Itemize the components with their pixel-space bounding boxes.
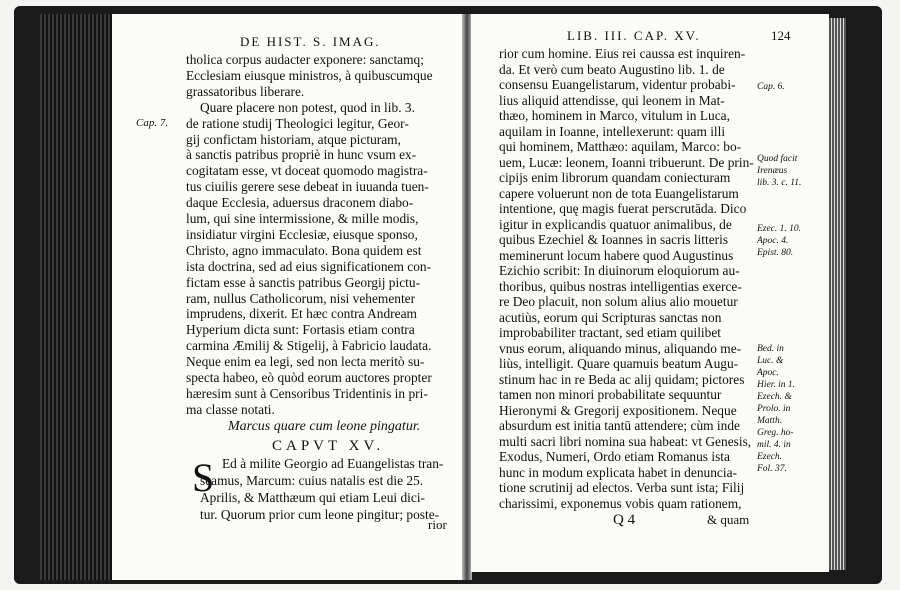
text-line: uem, Lucæ: leonem, Ioanni tribuerunt. De prin- (499, 154, 754, 170)
text-line: tus ciuilis gerere sese debeat in iuuanda tuen- (186, 179, 429, 195)
margin-note-line: Irenæus (757, 166, 788, 176)
text-line: lius aliquid attendisse, qui leonem in Mat- (499, 92, 725, 108)
page-edges-right (828, 18, 846, 570)
text-line: fictam esse à sanctis patribus Georgij pictu- (186, 274, 421, 290)
text-line: carmina Æmilij & Stigelij, à Fabricio laudata. (186, 338, 432, 354)
text-line: Quare placere non potest, quod in lib. 3. (200, 99, 415, 115)
margin-note-line: Greg. ho- (757, 428, 794, 438)
text-line: absurdum est initia tantū attendere; cùm inde (499, 418, 740, 433)
text-line: imprudens, dixerit. Et hæc contra Andream (186, 306, 417, 322)
text-line: daque Ecclesia, aduersus draconem diabo- (186, 195, 414, 211)
margin-note-line: Ezech. (757, 452, 783, 462)
margin-note-line: Apoc. 4. (757, 236, 789, 246)
text-line: tholica corpus audacter exponere: sanctamq; (186, 52, 424, 67)
text-line: improbabiliter tractant, sed etiam quilibet (499, 325, 721, 340)
margin-note: Cap. 7. (136, 117, 169, 129)
text-line: re Deo placuit, non solum alius alio mouetur (499, 294, 738, 309)
text-line: cogitatam esse, vt doceat quomodo magistra- (186, 163, 428, 179)
text-line: intentione, quę magis fuerat perscrutāda. Dico (499, 201, 747, 216)
text-line: multi sacri libri nomina sua habeat: vt Genesis, (499, 433, 752, 449)
margin-note-line: Matth. (757, 416, 783, 426)
text-line: stinum hac in re Beda ac alij quidam; pictores (499, 371, 745, 387)
text-line: specta habeo, eò quòd eorum auctores propter (186, 370, 432, 385)
text-line: igitur in explicandis quatuor animalibus, de (499, 216, 732, 232)
catchword: rior (428, 517, 447, 532)
left-page (112, 14, 466, 580)
page-edges-left (40, 14, 112, 580)
margin-note-line: lib. 3. c. 11. (757, 178, 802, 188)
section-title: Marcus quare cum leone pingatur. (228, 419, 421, 434)
margin-note-line: Prolo. in (757, 404, 791, 414)
text-line: hæresim sunt à Censoribus Tridentinis in pri- (186, 385, 428, 401)
text-line: hunc in modum explicata habet in denuncia- (499, 464, 737, 480)
text-line: Ezichio scribit: In diuinorum eloquiorum au- (499, 263, 740, 278)
text-line: quibus Ezechiel & Ioannes in sacris litteris (499, 232, 729, 247)
text-line: liùs, intelligit. Quare quamuis beatum Augu- (499, 356, 739, 371)
text-line: à sanctis patribus propriè in hunc vsum ex- (186, 147, 417, 163)
text-line: Christo, agno immaculato. Bona quidem est (186, 242, 422, 258)
running-head: DE HIST. S. IMAG. (240, 34, 381, 49)
text-line: Hyperium dicta sunt: Fortasis etiam contra (186, 322, 415, 338)
text-line: thoribus, quibus nostras intelligentias exerce- (499, 278, 742, 294)
text-line: acutiùs, eorum qui Scripturas sanctas non (499, 309, 722, 325)
text-line: tur. Quorum prior cum leone pingitur; poste- (200, 507, 440, 522)
text-line: qui hominem, Matthæo: aquilam, Marco: bo- (499, 139, 742, 154)
text-line: Aprilis, & Matthæum qui etiam Leui dici- (200, 490, 426, 505)
margin-note-line: Ezec. 1. 10. (757, 224, 802, 234)
running-head: LIB. III. CAP. XV. (567, 28, 701, 43)
margin-note-line: mil. 4. in (757, 440, 791, 450)
text-line: insidiatur virgini Ecclesiæ, eiusque sponso, (186, 226, 418, 242)
text-line: Ed à milite Georgio ad Euangelistas tran- (222, 456, 444, 471)
text-line: da. Et verò cum beato Augustino lib. 1. de (499, 61, 725, 77)
text-line: de ratione studij Theologici legitur, Geor- (186, 115, 409, 131)
drop-cap: S (192, 455, 215, 500)
text-line: rior cum homine. Eius rei caussa est inquiren- (499, 46, 746, 61)
text-line: ram, nullus Catholicorum, nisi vehementer (186, 290, 416, 306)
text-line: tione scrutinij ad electos. Verba sunt ista; Filij (499, 480, 745, 495)
text-line: tamen non minori probabilitate sequuntur (499, 387, 722, 402)
margin-note-line: Apoc. (757, 368, 779, 378)
margin-note-line: Hier. in 1. (757, 380, 795, 390)
text-line: gij confictam historiam, atque picturam, (186, 131, 401, 147)
text-line: Neque enim ea legi, sed non lecta meritò su- (186, 354, 425, 370)
margin-note-line: Fol. 37. (757, 464, 787, 474)
text-line: Exodus, Numeri, Ordo etiam Romanus ista (499, 449, 730, 464)
text-line: cipijs enim librorum quandam coniecturam (499, 170, 731, 185)
margin-note-line: Epist. 80. (757, 248, 794, 258)
text-line: thæo, hominem in Marco, vitulum in Luca, (499, 108, 730, 123)
text-line: vnus eorum, aliquando minus, aliquando me- (499, 340, 742, 356)
chapter-heading: CAPVT XV. (272, 438, 385, 454)
margin-note-line: Cap. 6. (757, 82, 785, 92)
text-line: ista doctrina, sed ad eius significationem con- (186, 258, 432, 274)
text-line: capere voluerunt non de tota Euangelistarum (499, 185, 739, 201)
text-line: grassatoribus liberare. (186, 83, 305, 99)
text-line: meminerunt locum habere quod Augustinus (499, 247, 734, 263)
text-line: ma classe notati. (186, 401, 275, 417)
text-line: aquilam in Ioanne, intellexerunt: quam illi (499, 123, 726, 139)
text-line: seamus, Marcum: cuius natalis est die 25. (200, 473, 424, 488)
margin-note-line: Ezech. & (757, 392, 792, 402)
text-line: Hieronymi & Gregorij expositionem. Neque (499, 402, 737, 418)
signature-mark: Q 4 (613, 512, 636, 528)
margin-note-line: Quod facit (757, 154, 798, 164)
text-line: consensu Euangelistarum, videntur probabi- (499, 77, 736, 92)
text-line: lum, qui sine intermissione, & mille modis, (186, 211, 419, 226)
page-number: 124 (771, 28, 791, 43)
catchword: & quam (707, 512, 750, 527)
right-page (470, 14, 829, 572)
margin-note-line: Luc. & (757, 356, 784, 366)
text-line: Ecclesiam eiusque ministros, à quibuscumque (186, 67, 433, 83)
text-line: charissimi, exponemus vobis quam rationem, (499, 495, 742, 511)
margin-note-line: Bed. in (757, 344, 784, 354)
